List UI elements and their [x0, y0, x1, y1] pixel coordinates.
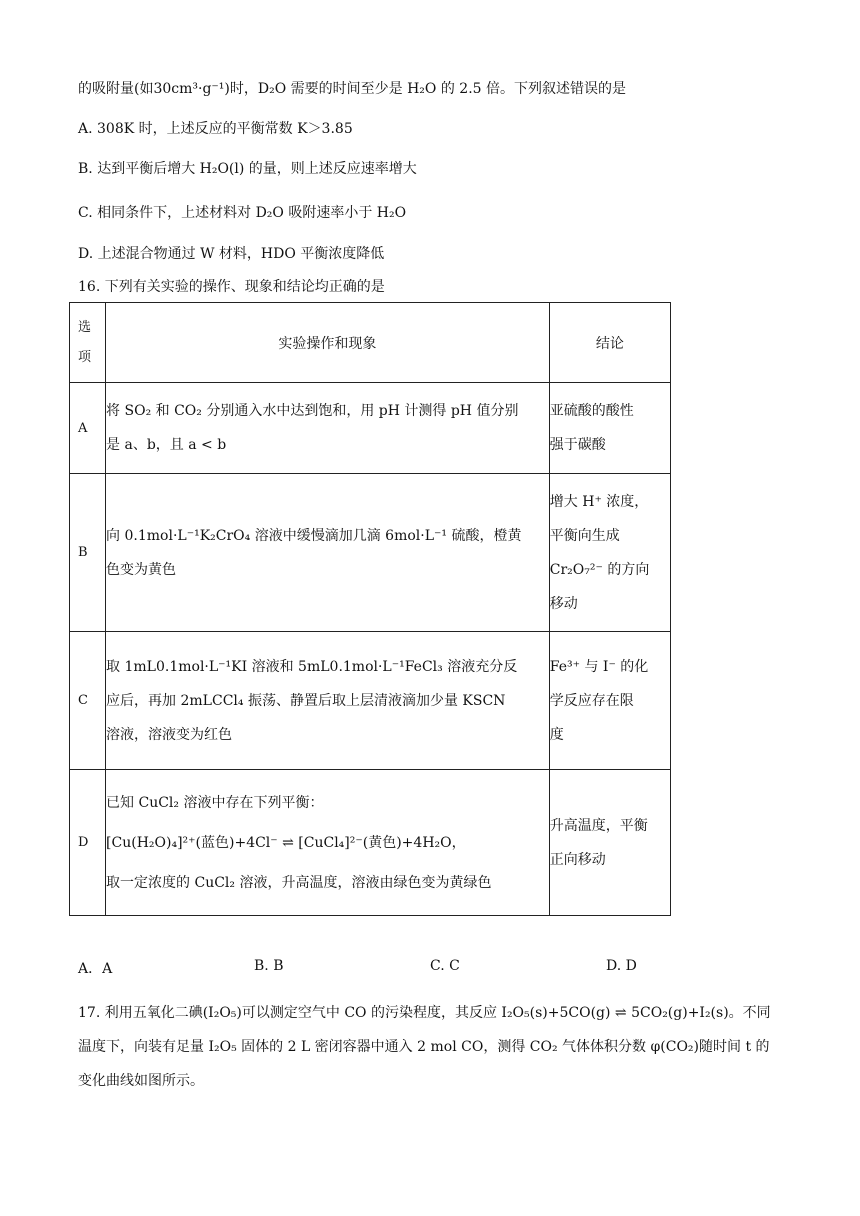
answer-d: D. D: [606, 958, 637, 974]
intro-line-1: 的吸附量(如30cm³·g⁻¹)时，D₂O 需要的时间至少是 H₂O 的 2.5 倍。下列叙述错误的是: [78, 81, 627, 97]
q17-line-1: 17. 利用五氧化二碘(I₂O₅)可以测定空气中 CO 的污染程度，其反应 I₂O₅(s)+5CO(g) ⇌ 5CO₂(g)+I₂(s)。不同: [78, 1005, 771, 1021]
row-d-op-line: [Cu(H₂O)₄]²⁺(蓝色)+4Cl⁻ ⇌ [CuCl₄]²⁻(黄色)+4H₂O，: [106, 834, 466, 851]
row-a-op-line: 将 SO₂ 和 CO₂ 分别通入水中达到饱和，用 pH 计测得 pH 值分别: [106, 403, 519, 419]
option-b-text: B. 达到平衡后增大 H₂O(l) 的量，则上述反应速率增大: [78, 161, 417, 177]
row-c-con-line: 度: [549, 726, 564, 743]
answer-b: B. B: [254, 958, 284, 974]
row-d-operation: [106, 770, 550, 916]
option-a-text: A. 308K 时，上述反应的平衡常数 K＞3.85: [78, 121, 353, 137]
row-b-con-line: 平衡向生成: [549, 527, 620, 544]
row-d-con-line: 升高温度，平衡: [549, 817, 648, 834]
header-option: [70, 303, 106, 383]
row-b-op-line: 向 0.1mol·L⁻¹K₂CrO₄ 溶液中缓慢滴加几滴 6mol·L⁻¹ 硫酸，橙黄: [106, 527, 522, 544]
row-c-op-line: 溶液，溶液变为红色: [106, 726, 233, 743]
header-operation: 实验操作和现象: [106, 303, 550, 383]
table-row-d: [70, 770, 671, 916]
row-c-op-line: 应后，再加 2mLCCl₄ 振荡、静置后取上层清液滴加少量 KSCN: [106, 692, 506, 709]
row-a-con-line: 强于碳酸: [549, 437, 606, 453]
header-option-char-1: 选: [78, 319, 92, 335]
row-c-conclusion: [549, 632, 670, 770]
row-d-op-line: 已知 CuCl₂ 溶液中存在下列平衡：: [106, 794, 324, 811]
header-option-char-2: 项: [78, 349, 92, 365]
row-a-operation: [106, 383, 550, 474]
row-c-op-line: 取 1mL0.1mol·L⁻¹KI 溶液和 5mL0.1mol·L⁻¹FeCl₃ 溶液充分反: [106, 658, 518, 675]
row-c-con-line: Fe³⁺ 与 I⁻ 的化: [549, 658, 649, 675]
row-b-con-line: Cr₂O₇²⁻ 的方向: [549, 561, 650, 578]
row-c-operation: [106, 632, 550, 770]
experiment-table: [69, 302, 671, 916]
answer-a: A．A: [78, 961, 113, 977]
row-c-con-line: 学反应存在限: [549, 692, 634, 709]
row-b-conclusion: [549, 474, 670, 632]
row-b-con-line: 增大 H⁺ 浓度，: [549, 493, 649, 510]
row-a-op-line: 是 a、b，且 a < b: [106, 437, 227, 453]
row-d-op-line: 取一定浓度的 CuCl₂ 溶液，升高温度，溶液由绿色变为黄绿色: [106, 874, 492, 891]
table-row-b: [70, 474, 671, 632]
row-b-option: B: [70, 474, 106, 632]
row-b-con-line: 移动: [549, 595, 578, 612]
q17-line-3: 变化曲线如图所示。: [78, 1073, 204, 1089]
option-c-text: C. 相同条件下，上述材料对 D₂O 吸附速率小于 H₂O: [78, 205, 407, 221]
row-d-option: D: [70, 770, 106, 916]
table-header-row: [70, 303, 671, 383]
row-b-operation: [106, 474, 550, 632]
option-d-text: D. 上述混合物通过 W 材料，HDO 平衡浓度降低: [78, 246, 385, 262]
row-b-op-line: 色变为黄色: [106, 561, 177, 578]
table-row-a: [70, 383, 671, 474]
row-d-conclusion: [549, 770, 670, 916]
header-conclusion: 结论: [549, 303, 670, 383]
row-c-option: C: [70, 632, 106, 770]
row-a-conclusion: [549, 383, 670, 474]
table-row-c: [70, 632, 671, 770]
row-a-con-line: 亚硫酸的酸性: [549, 403, 634, 419]
q17-line-2: 温度下，向装有足量 I₂O₅ 固体的 2 L 密闭容器中通入 2 mol CO，测得 CO₂ 气体体积分数 φ(CO₂)随时间 t 的: [78, 1039, 770, 1055]
row-a-option: A: [70, 383, 106, 474]
q16-stem: 16. 下列有关实验的操作、现象和结论均正确的是: [78, 279, 385, 295]
row-d-con-line: 正向移动: [549, 851, 606, 868]
answer-c: C. C: [430, 958, 460, 974]
